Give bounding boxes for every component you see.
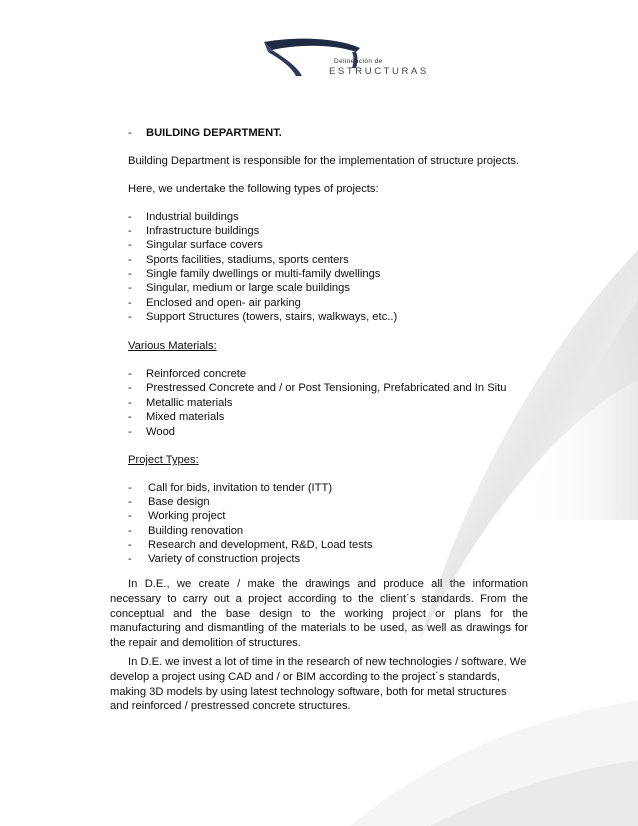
types-heading: Project Types: <box>128 454 199 466</box>
intro-text: Building Department is responsible for the implementation of structure projects. <box>128 155 520 167</box>
project-bullet: - <box>128 211 132 223</box>
type-item: Base design <box>148 496 210 508</box>
material-item: Metallic materials <box>146 397 233 409</box>
type-item: Research and development, R&D, Load tests <box>148 539 373 551</box>
project-bullet: - <box>128 297 132 309</box>
type-bullet: - <box>128 525 132 537</box>
project-bullet: - <box>128 282 132 294</box>
material-bullet: - <box>128 397 132 409</box>
project-item: Infrastructure buildings <box>146 225 260 237</box>
project-item: Singular surface covers <box>146 239 263 251</box>
type-bullet: - <box>128 510 132 522</box>
project-bullet: - <box>128 268 132 280</box>
project-item: Support Structures (towers, stairs, walkways, etc..) <box>146 311 398 323</box>
type-bullet: - <box>128 539 132 551</box>
material-item: Mixed materials <box>146 411 225 423</box>
material-bullet: - <box>128 368 132 380</box>
type-item: Working project <box>148 510 226 522</box>
logo-subtitle: Delineación de <box>334 58 383 65</box>
material-item: Reinforced concrete <box>146 368 247 380</box>
section-title: BUILDING DEPARTMENT. <box>146 127 282 139</box>
paragraph-drawings: In D.E., we create / make the drawings and produce all the information necessary to carry out a project according to the client´s standards. From the conceptual and the base design to the working project or plans for the manufacturing and dismantling of the materials to be used, as well as drawings for the repair and demolition of structures. <box>110 578 528 650</box>
type-item: Variety of construction projects <box>148 553 301 565</box>
project-item: Industrial buildings <box>146 211 239 223</box>
title-bullet: - <box>128 127 132 139</box>
material-bullet: - <box>128 382 132 394</box>
materials-heading: Various Materials: <box>128 340 217 352</box>
project-bullet: - <box>128 225 132 237</box>
material-item: Wood <box>146 426 176 438</box>
project-item: Singular, medium or large scale buildings <box>146 282 350 294</box>
projects-lead: Here, we undertake the following types of projects: <box>128 183 379 195</box>
project-bullet: - <box>128 254 132 266</box>
project-bullet: - <box>128 239 132 251</box>
material-bullet: - <box>128 411 132 423</box>
project-item: Enclosed and open- air parking <box>146 297 301 309</box>
project-bullet: - <box>128 311 132 323</box>
paragraph-technology: In D.E. we invest a lot of time in the research of new technologies / software. We develop a project using CAD and / or BIM according to the project´s standards, making 3D models by using latest technology software, both for metal structures and reinforced / prestressed concrete structures. <box>110 656 527 713</box>
type-bullet: - <box>128 482 132 494</box>
type-bullet: - <box>128 496 132 508</box>
type-item: Call for bids, invitation to tender (ITT) <box>148 482 333 494</box>
project-item: Sports facilities, stadiums, sports centers <box>146 254 349 266</box>
logo-name: ESTRUCTURAS <box>329 66 429 77</box>
material-item: Prestressed Concrete and / or Post Tensioning, Prefabricated and In Situ <box>146 382 507 394</box>
project-item: Single family dwellings or multi-family dwellings <box>146 268 381 280</box>
material-bullet: - <box>128 426 132 438</box>
type-item: Building renovation <box>148 525 244 537</box>
type-bullet: - <box>128 553 132 565</box>
